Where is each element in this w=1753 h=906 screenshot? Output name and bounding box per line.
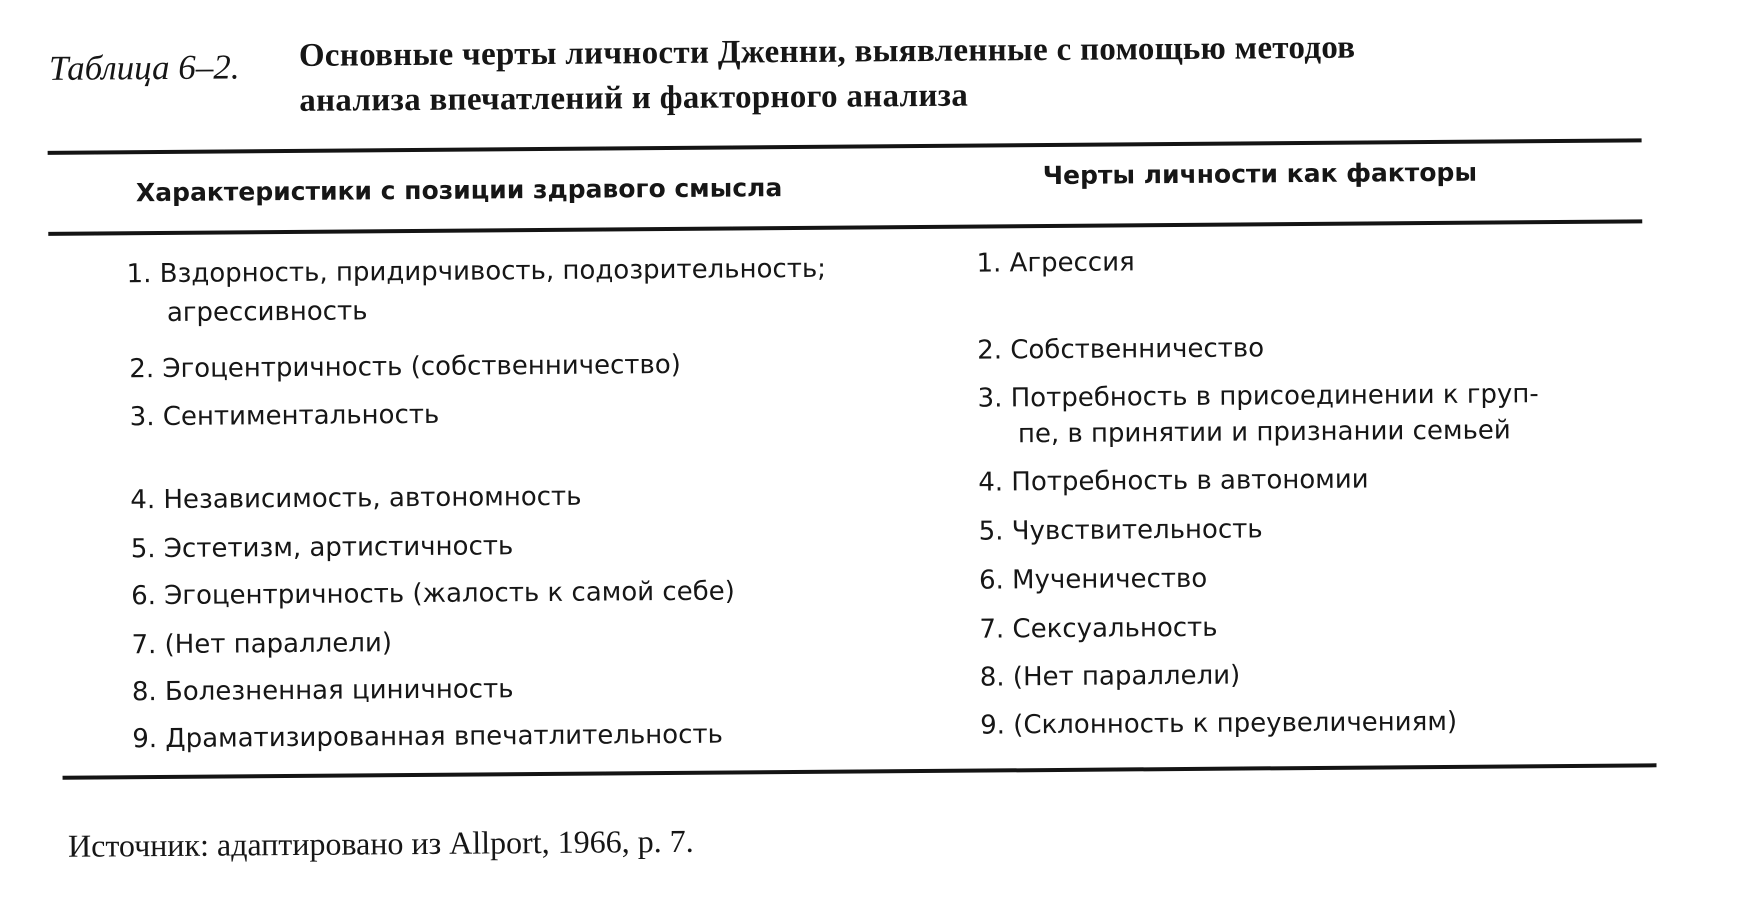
column-header-common-sense: Характеристики с позиции здравого смысла — [135, 173, 783, 208]
right-item-4: 4. Потребность в автономии — [978, 464, 1369, 498]
table-caption — [48, 24, 1609, 119]
right-item-9: 9. (Склонность к преувеличениям) — [980, 706, 1458, 741]
right-item-8: 8. (Нет параллели) — [979, 660, 1241, 693]
left-item-6: 6. Эгоцентричность (жалость к самой себе) — [131, 576, 735, 612]
table-top-rule — [48, 138, 1642, 155]
right-item-2: 2. Собственничество — [977, 333, 1265, 366]
left-item-4: 4. Независимость, автономность — [130, 481, 582, 516]
source-note: Источник: адаптировано из Allport, 1966, p. 7. — [67, 822, 694, 864]
table-title-line-2: анализа впечатлений и факторного анализа — [299, 77, 969, 119]
left-item-3: 3. Сентиментальность — [129, 399, 440, 433]
left-item-9: 9. Драматизированная впечатлительность — [132, 719, 724, 755]
table-bottom-rule — [63, 763, 1657, 780]
right-item-6: 6. Мученичество — [978, 563, 1208, 596]
right-item-7: 7. Сексуальность — [979, 612, 1218, 645]
table-title — [299, 24, 1600, 124]
column-header-factors: Черты личности как факторы — [1042, 157, 1478, 191]
left-item-2: 2. Эгоцентричность (собственничество) — [129, 349, 681, 385]
left-item-5: 5. Эстетизм, артистичность — [130, 531, 514, 565]
left-item-7: 7. (Нет параллели) — [131, 628, 393, 661]
right-item-5: 5. Чувствительность — [978, 514, 1263, 547]
table-header-rule — [48, 219, 1642, 236]
table-number: Таблица 6–2. — [48, 47, 240, 88]
left-item-1: 1. Вздорность, придирчивость, подозрительность; агрессивность — [126, 253, 827, 328]
left-item-8: 8. Болезненная циничность — [131, 674, 514, 708]
right-item-3: 3. Потребность в присоединении к груп- пе, в принятии и признании семьей — [977, 379, 1539, 450]
right-item-1: 1. Агрессия — [976, 247, 1135, 279]
table-title-line-1: Основные черты личности Дженни, выявленные с помощью методов — [298, 29, 1356, 74]
